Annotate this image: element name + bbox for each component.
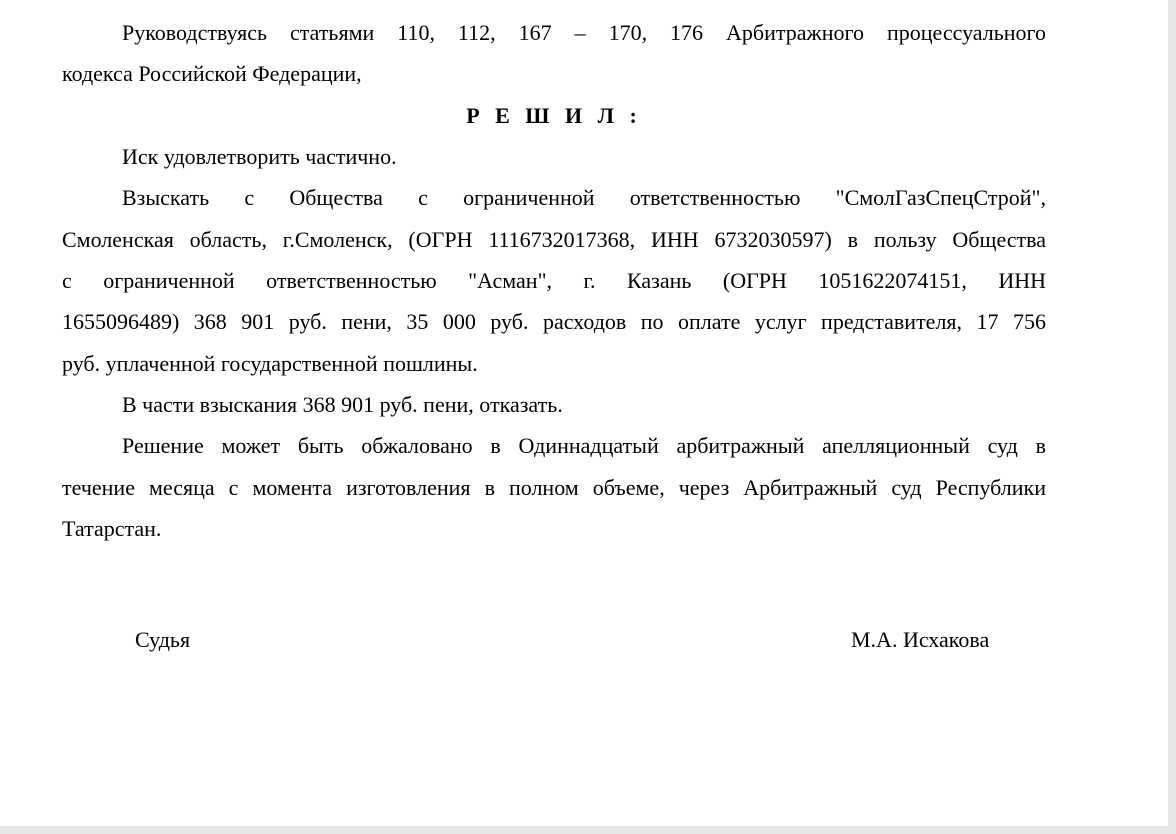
paragraph-line: Татарстан. (62, 516, 162, 541)
paragraph-appeal: Решение может быть обжаловано в Одиннадцатый арбитражный апелляционный суд в (122, 433, 1046, 458)
paragraph-refuse-part: В части взыскания 368 901 руб. пени, отказать. (122, 392, 563, 417)
signature-name: М.А. Исхакова (851, 627, 990, 652)
paragraph-recover: Взыскать с Общества с ограниченной ответственностью "СмолГазСпецСтрой", (122, 185, 1046, 210)
paragraph-line: 1655096489) 368 901 руб. пени, 35 000 руб. расходов по оплате услуг представителя, 17 756 (62, 309, 1046, 334)
paragraph-guided-by-articles: Руководствуясь статьями 110, 112, 167 – 170, 176 Арбитражного процессуального (122, 20, 1046, 45)
decision-heading: Р Е Ш И Л : (466, 103, 642, 128)
paragraph-line: Смоленская область, г.Смоленск, (ОГРН 1116732017368, ИНН 6732030597) в пользу Общества (62, 227, 1046, 252)
paragraph-claim-partially-satisfied: Иск удовлетворить частично. (122, 144, 397, 169)
signature-role: Судья (135, 627, 191, 652)
paragraph-line: кодекса Российской Федерации, (62, 61, 362, 86)
viewer-bottom-gutter (0, 826, 1176, 834)
paragraph-line: течение месяца с момента изготовления в полном объеме, через Арбитражный суд Республики (62, 475, 1046, 500)
viewer-right-gutter (1168, 0, 1176, 834)
paragraph-line: руб. уплаченной государственной пошлины. (62, 351, 478, 376)
paragraph-line: с ограниченной ответственностью "Асман", г. Казань (ОГРН 1051622074151, ИНН (62, 268, 1046, 293)
